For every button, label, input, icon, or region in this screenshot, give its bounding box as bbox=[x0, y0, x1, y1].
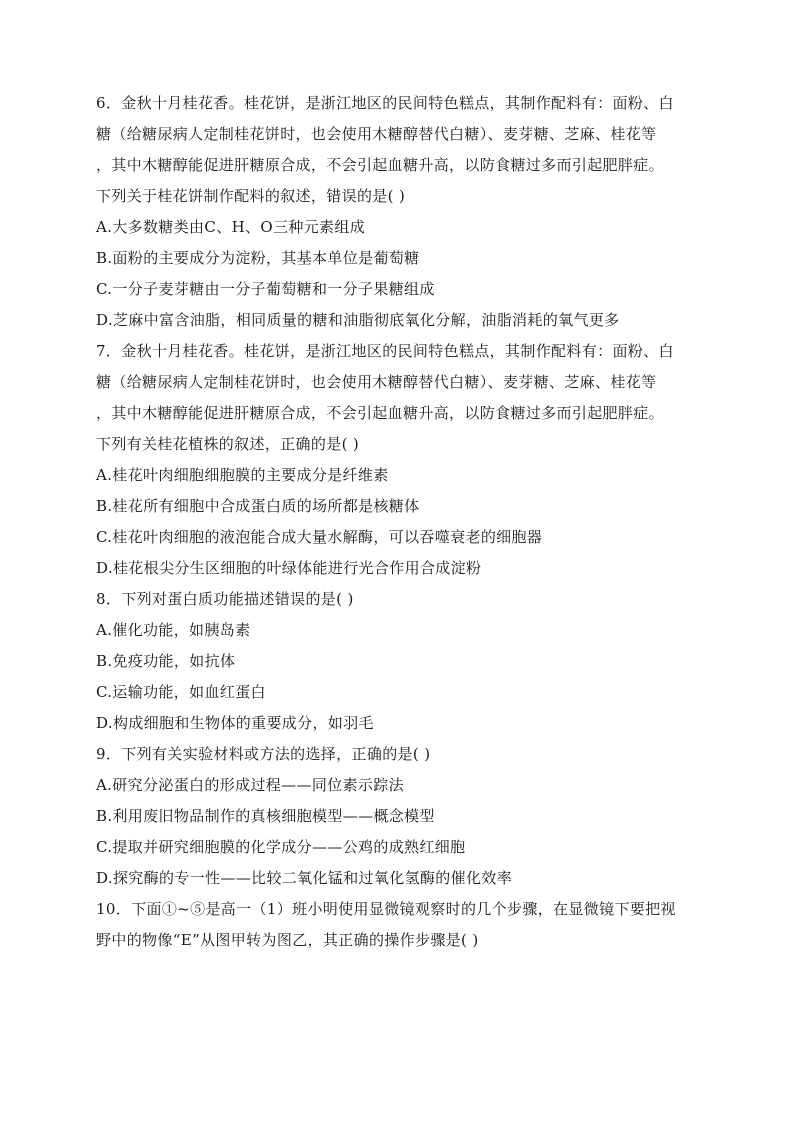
question-7 bbox=[96, 336, 702, 584]
question-10 bbox=[96, 894, 702, 956]
question-9 bbox=[96, 739, 702, 894]
option-c: C.提取并研究细胞膜的化学成分——公鸡的成熟红细胞 bbox=[96, 838, 466, 856]
option-b: B.面粉的主要成分为淀粉，其基本单位是葡萄糖 bbox=[96, 249, 420, 267]
question-stem-line: ，其中木糖醇能促进肝糖原合成，不会引起血糖升高，以防食糖过多而引起肥胖症。 bbox=[96, 404, 664, 422]
question-stem-line: 野中的物像“E”从图甲转为图乙，其正确的操作步骤是( ) bbox=[96, 931, 479, 949]
option-c: C.桂花叶肉细胞的液泡能合成大量水解酶，可以吞噬衰老的细胞器 bbox=[96, 528, 543, 546]
question-list bbox=[96, 88, 702, 956]
question-stem-line: 下列有关桂花植株的叙述，正确的是( ) bbox=[96, 435, 360, 453]
question-stem-line: 8．下列对蛋白质功能描述错误的是( ) bbox=[96, 590, 354, 608]
option-b: B.桂花所有细胞中合成蛋白质的场所都是核糖体 bbox=[96, 497, 420, 515]
option-a: A.桂花叶肉细胞细胞膜的主要成分是纤维素 bbox=[96, 466, 389, 484]
question-stem-line: 10．下面①~⑤是高一（1）班小明使用显微镜观察时的几个步骤，在显微镜下要把视 bbox=[96, 900, 676, 918]
option-d: D.探究酶的专一性——比较二氧化锰和过氧化氢酶的催化效率 bbox=[96, 869, 513, 887]
question-8 bbox=[96, 584, 702, 739]
question-stem-line: 下列关于桂花饼制作配料的叙述，错误的是( ) bbox=[96, 187, 406, 205]
option-a: A.催化功能，如胰岛素 bbox=[96, 621, 251, 639]
option-a: A.大多数糖类由C、H、O三种元素组成 bbox=[96, 218, 366, 236]
option-b: B.利用废旧物品制作的真核细胞模型——概念模型 bbox=[96, 807, 435, 825]
question-stem-line: ，其中木糖醇能促进肝糖原合成，不会引起血糖升高，以防食糖过多而引起肥胖症。 bbox=[96, 156, 664, 174]
option-b: B.免疫功能，如抗体 bbox=[96, 652, 236, 670]
question-stem-line: 6．金秋十月桂花香。桂花饼，是浙江地区的民间特色糕点，其制作配料有：面粉、白 bbox=[96, 94, 674, 112]
option-c: C.运输功能，如血红蛋白 bbox=[96, 683, 266, 701]
option-d: D.芝麻中富含油脂，相同质量的糖和油脂彻底氧化分解，油脂消耗的氧气更多 bbox=[96, 311, 620, 329]
question-6 bbox=[96, 88, 702, 336]
option-c: C.一分子麦芽糖由一分子葡萄糖和一分子果糖组成 bbox=[96, 280, 435, 298]
question-stem-line: 7．金秋十月桂花香。桂花饼，是浙江地区的民间特色糕点，其制作配料有：面粉、白 bbox=[96, 342, 674, 360]
question-stem-line: 9．下列有关实验材料或方法的选择，正确的是( ) bbox=[96, 745, 431, 763]
question-stem-line: 糖（给糖尿病人定制桂花饼时，也会使用木糖醇替代白糖）、麦芽糖、芝麻、桂花等 bbox=[96, 373, 657, 391]
option-a: A.研究分泌蛋白的形成过程——同位素示踪法 bbox=[96, 776, 404, 794]
option-d: D.构成细胞和生物体的重要成分，如羽毛 bbox=[96, 714, 374, 732]
option-d: D.桂花根尖分生区细胞的叶绿体能进行光合作用合成淀粉 bbox=[96, 559, 482, 577]
question-stem-line: 糖（给糖尿病人定制桂花饼时，也会使用木糖醇替代白糖）、麦芽糖、芝麻、桂花等 bbox=[96, 125, 657, 143]
